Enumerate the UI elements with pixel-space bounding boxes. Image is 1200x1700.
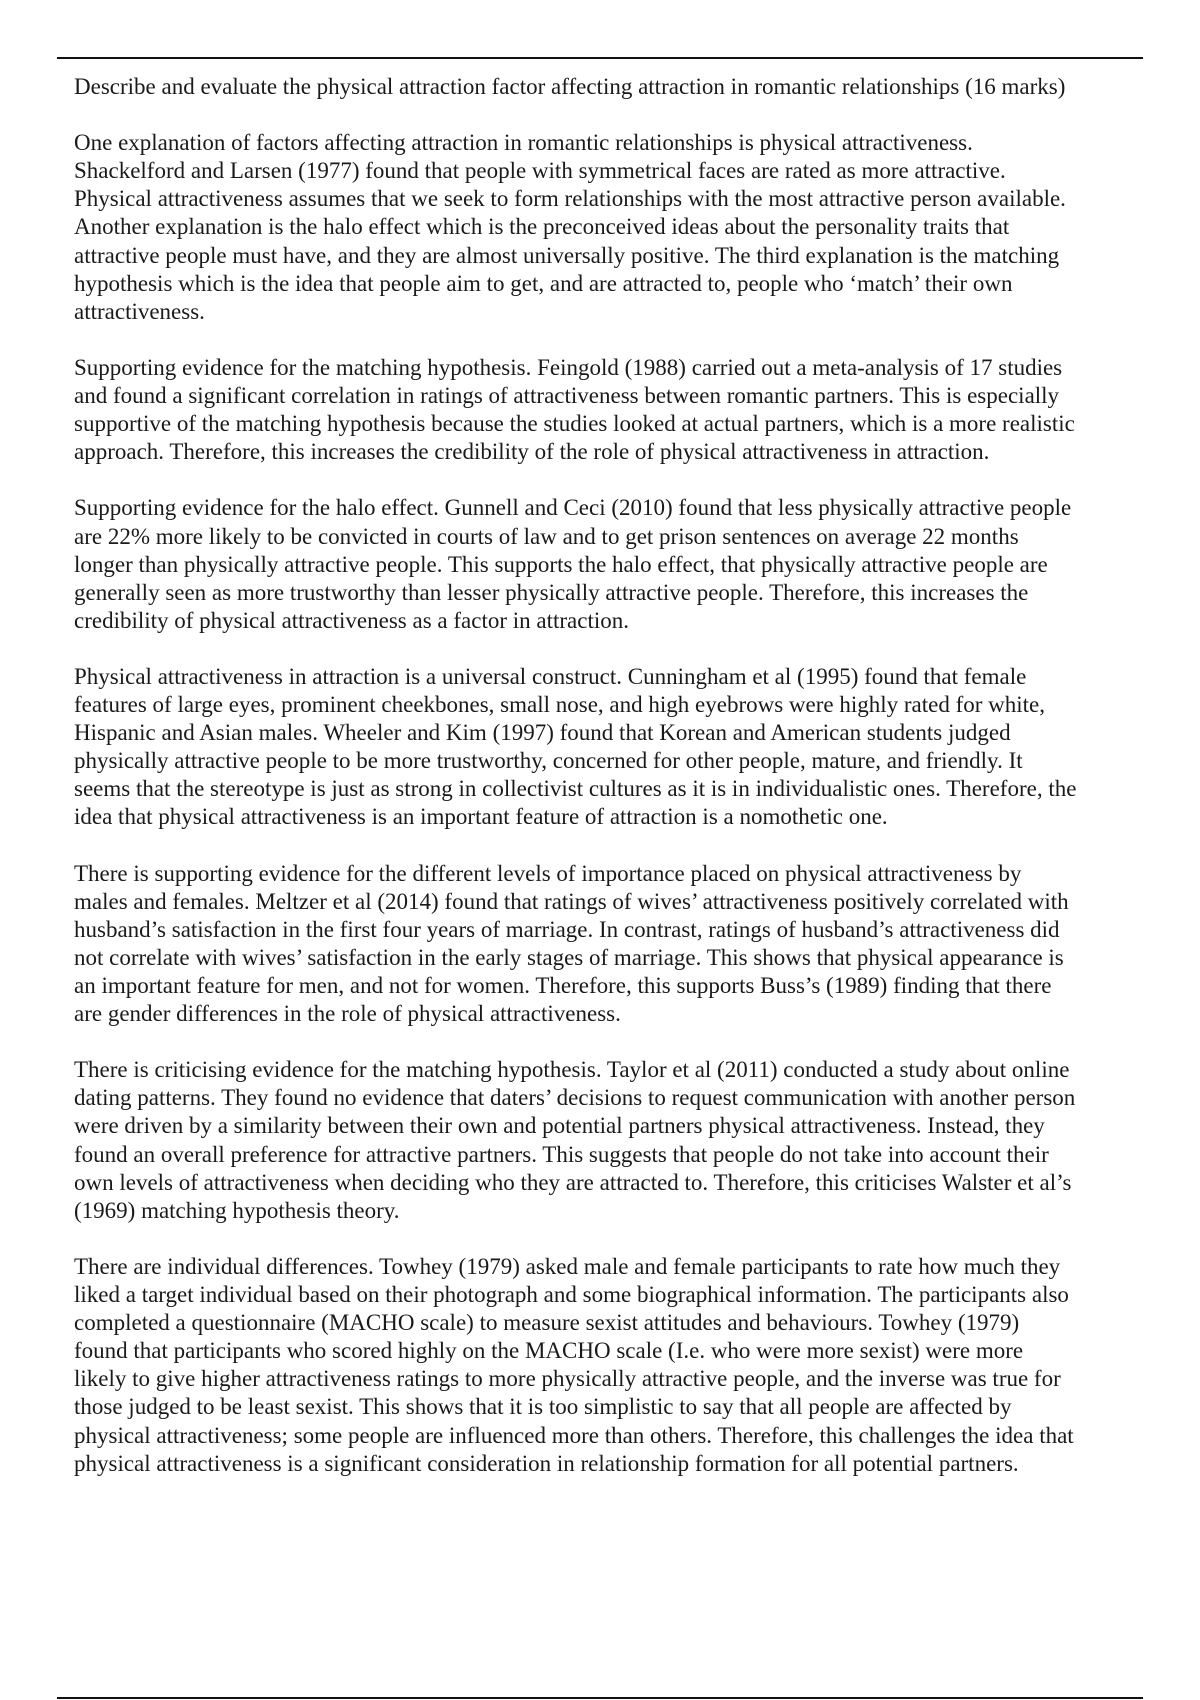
text-line: There is criticising evidence for the matching hypothesis. Taylor et al (2011) conducted a study about online xyxy=(74,1057,1070,1083)
title-line: Describe and evaluate the physical attraction factor affecting attraction in romantic relationships (16 marks) xyxy=(74,74,1066,99)
text-line: Another explanation is the halo effect which is the preconceived ideas about the personality traits that xyxy=(74,214,1010,240)
text-line: supportive of the matching hypothesis because the studies looked at actual partners, which is a more realistic xyxy=(74,411,1075,437)
text-line: (1969) matching hypothesis theory. xyxy=(74,1197,400,1223)
paragraph-6 xyxy=(74,1056,1154,1225)
paragraph-5 xyxy=(74,860,1154,1029)
text-line: own levels of attractiveness when deciding who they are attracted to. Therefore, this criticises Walster et al’s xyxy=(74,1169,1072,1195)
text-line: longer than physically attractive people. This supports the halo effect, that physically attractive people are xyxy=(74,551,1048,577)
text-line: generally seen as more trustworthy than lesser physically attractive people. Therefore, this increases the xyxy=(74,579,1029,605)
text-line: completed a questionnaire (MACHO scale) to measure sexist attitudes and behaviours. Towhey (1979) xyxy=(74,1310,1020,1336)
text-line: Supporting evidence for the matching hypothesis. Feingold (1988) carried out a meta-analysis of 17 studies xyxy=(74,354,1063,380)
document-body xyxy=(74,73,1154,1506)
text-line: males and females. Meltzer et al (2014) found that ratings of wives’ attractiveness positively correlated with xyxy=(74,888,1069,914)
text-line: husband’s satisfaction in the first four years of marriage. In contrast, ratings of husband’s attractiveness did xyxy=(74,916,1060,942)
text-line: Hispanic and Asian males. Wheeler and Kim (1997) found that Korean and American students judged xyxy=(74,720,1011,746)
text-line: and found a significant correlation in ratings of attractiveness between romantic partners. This is especially xyxy=(74,383,1060,409)
paragraph-4 xyxy=(74,663,1154,832)
text-line: attractiveness. xyxy=(74,298,205,324)
text-line: One explanation of factors affecting attraction in romantic relationships is physical attractiveness. xyxy=(74,130,973,156)
bottom-rule xyxy=(57,1697,1143,1699)
paragraph-3 xyxy=(74,494,1154,634)
text-line: Supporting evidence for the halo effect. Gunnell and Ceci (2010) found that less physically attractive people xyxy=(74,495,1072,521)
text-line: likely to give higher attractiveness ratings to more physically attractive people, and the inverse was true for xyxy=(74,1366,1061,1392)
text-line: attractive people must have, and they are almost universally positive. The third explanation is the matching xyxy=(74,242,1060,268)
text-line: are 22% more likely to be convicted in courts of law and to get prison sentences on average 22 months xyxy=(74,523,1019,549)
text-line: seems that the stereotype is just as strong in collectivist cultures as it is in individualistic ones. Therefore, the xyxy=(74,776,1077,802)
text-line: an important feature for men, and not for women. Therefore, this supports Buss’s (1989) finding that there xyxy=(74,973,1052,998)
text-line: features of large eyes, prominent cheekbones, small nose, and high eyebrows were highly rated for white, xyxy=(74,692,1046,718)
text-line: not correlate with wives’ satisfaction in the early stages of marriage. This shows that physical appearance is xyxy=(74,944,1064,970)
text-line: Shackelford and Larsen (1977) found that people with symmetrical faces are rated as more attractive. xyxy=(74,158,1006,184)
text-line: found an overall preference for attractive partners. This suggests that people do not take into account their xyxy=(74,1141,1049,1167)
essay-paragraphs xyxy=(74,129,1154,1478)
text-line: are gender differences in the role of physical attractiveness. xyxy=(74,1001,621,1027)
text-line: There is supporting evidence for the different levels of importance placed on physical attractiveness by xyxy=(74,860,1022,886)
question-title xyxy=(74,73,1154,101)
text-line: physically attractive people to be more trustworthy, concerned for other people, mature, and friendly. It xyxy=(74,748,1023,774)
text-line: dating patterns. They found no evidence that daters’ decisions to request communication with another person xyxy=(74,1085,1076,1111)
text-line: found that participants who scored highly on the MACHO scale (I.e. who were more sexist) were more xyxy=(74,1338,1024,1364)
text-line: liked a target individual based on their photograph and some biographical information. The participants also xyxy=(74,1282,1069,1308)
text-line: physical attractiveness is a significant consideration in relationship formation for all potential partners. xyxy=(74,1450,1019,1476)
text-line: idea that physical attractiveness is an important feature of attraction is a nomothetic one. xyxy=(74,804,888,830)
paragraph-2 xyxy=(74,354,1154,466)
text-line: physical attractiveness; some people are influenced more than others. Therefore, this challenges the idea that xyxy=(74,1422,1074,1448)
text-line: Physical attractiveness assumes that we seek to form relationships with the most attractive person available. xyxy=(74,186,1066,212)
paragraph-7 xyxy=(74,1253,1154,1478)
text-line: hypothesis which is the idea that people aim to get, and are attracted to, people who ‘match’ their own xyxy=(74,270,1013,296)
top-rule xyxy=(57,57,1143,59)
text-line: Physical attractiveness in attraction is a universal construct. Cunningham et al (1995) found that female xyxy=(74,663,1027,689)
text-line: were driven by a similarity between their own and potential partners physical attractiveness. Instead, they xyxy=(74,1113,1045,1139)
text-line: credibility of physical attractiveness as a factor in attraction. xyxy=(74,607,629,633)
text-line: There are individual differences. Towhey (1979) asked male and female participants to rate how much they xyxy=(74,1253,1061,1279)
text-line: those judged to be least sexist. This shows that it is too simplistic to say that all people are affected by xyxy=(74,1394,1012,1420)
paragraph-1 xyxy=(74,129,1154,326)
text-line: approach. Therefore, this increases the credibility of the role of physical attractiveness in attraction. xyxy=(74,439,990,465)
